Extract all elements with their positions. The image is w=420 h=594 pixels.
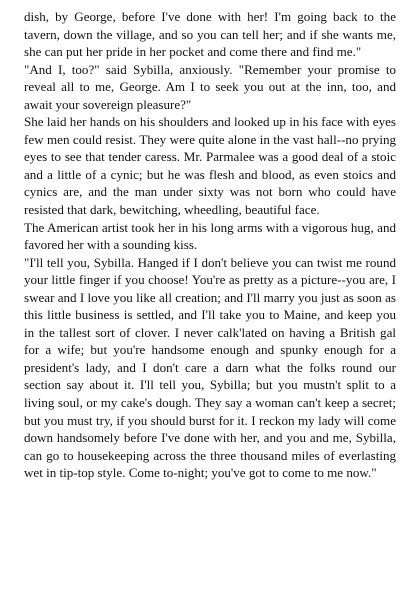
paragraph: "And I, too?" said Sybilla, anxiously. "Remember your promise to reveal all to me, George. Am I to seek you out at the inn, too, and await your sovereign pleasure?" <box>24 61 396 112</box>
paragraph: She laid her hands on his shoulders and looked up in his face with eyes few men could resist. They were quite alone in the vast hall--no prying eyes to see that tender caress. Mr. Parmalee was a good deal of a stoic and a little of a cynic; but he was flesh and blood, as even stoics and cynics are, and the man under sixty was not born who could have resisted that dark, bewitching, wheedling, beautiful face. <box>24 114 396 218</box>
paragraph: dish, by George, before I've done with her! I'm going back to the tavern, down the village, and so you can tell her; and if she wants me, she can put her pride in her pocket and come there and find me." <box>24 9 396 60</box>
paragraph: "I'll tell you, Sybilla. Hanged if I don't believe you can twist me round your little finger if you choose! You're as pretty as a picture--you are, I swear and I love you like all creation; and I'll marry you just as soon as this little business is settled, and I'll take you to Maine, and keep you in the tallest sort of clover. I never calk'lated on having a British gal for a wife; but you're handsome enough and spunky enough for a president's lady, and I don't care a darn what the folks round our section say about it. I'll tell you, Sybilla; but you mustn't split to a living soul, or my cake's dough. They say a woman can't keep a secret; but you must try, if you should burst for it. I reckon my lady will come down handsomely before I've done with her, and you and me, Sybilla, can go to housekeeping across the three thousand miles of everlasting wet in tip-top style. Come to-night; you've got to come to me now." <box>24 254 396 481</box>
paragraph: The American artist took her in his long arms with a vigorous hug, and favored her with a sounding kiss. <box>24 219 396 253</box>
